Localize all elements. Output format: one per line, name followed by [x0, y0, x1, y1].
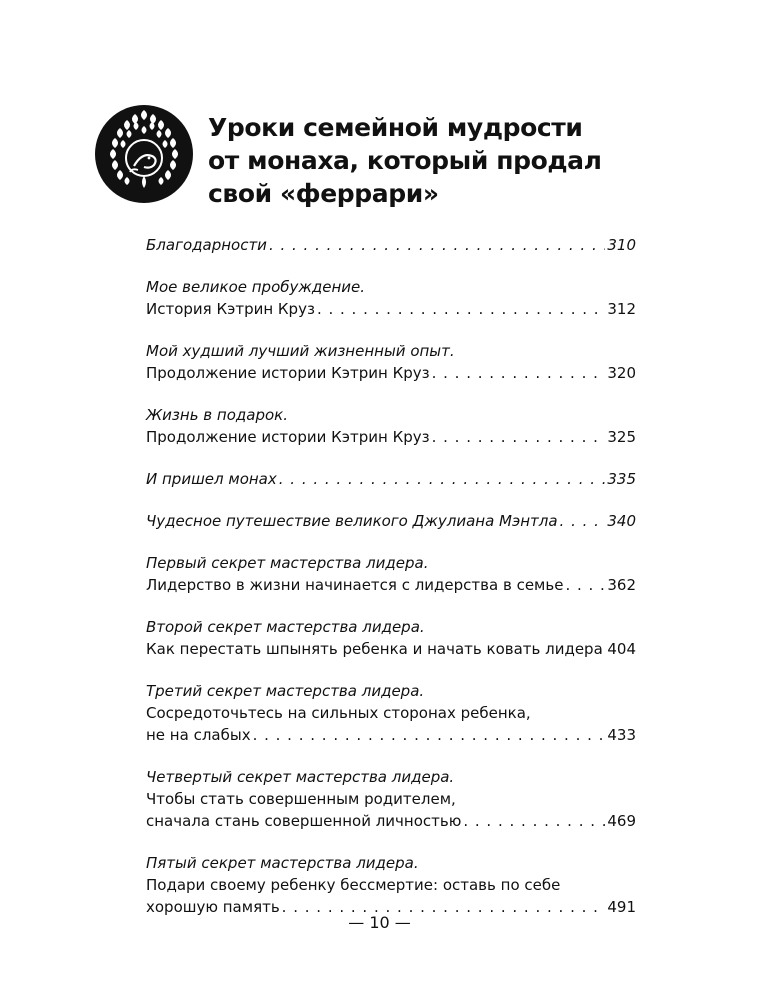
toc-line	[146, 766, 636, 788]
toc-line	[146, 702, 636, 724]
toc-line	[146, 426, 636, 448]
dot-leader	[605, 638, 606, 660]
toc-line-text: Как перестать шпынять ребенка и начать ковать лидера	[146, 640, 603, 658]
toc-line-text: Пятый секрет мастерства лидера.	[146, 854, 419, 872]
toc-line	[146, 234, 636, 256]
toc-line-text: Первый секрет мастерства лидера.	[146, 554, 429, 572]
toc-line	[146, 616, 636, 638]
toc-entry[interactable]	[146, 766, 636, 832]
page-title	[208, 111, 602, 210]
toc-line-text: Второй секрет мастерства лидера.	[146, 618, 425, 636]
toc-page-number: 404	[607, 640, 636, 658]
dot-leader	[279, 468, 606, 490]
toc-entry[interactable]	[146, 404, 636, 448]
toc-line-text: хорошую память	[146, 898, 280, 916]
toc-entry[interactable]	[146, 616, 636, 660]
toc-line-text: Лидерство в жизни начинается с лидерства в семье	[146, 576, 564, 594]
toc-line-text: Благодарности	[146, 236, 267, 254]
toc-line-text: Сосредоточьтесь на сильных сторонах ребенка,	[146, 704, 531, 722]
title-line: от монаха, который продал	[208, 146, 602, 175]
dot-leader	[565, 574, 605, 596]
toc-line	[146, 404, 636, 426]
dot-leader	[463, 810, 605, 832]
toc-line-text: Третий секрет мастерства лидера.	[146, 682, 425, 700]
toc-line	[146, 340, 636, 362]
toc-line	[146, 510, 636, 532]
toc-line-text: сначала стань совершенной личностью	[146, 812, 462, 830]
toc-line-text: Четвертый секрет мастерства лидера.	[146, 768, 455, 786]
toc-line	[146, 874, 636, 896]
crane-emblem-icon	[94, 104, 194, 204]
toc-page-number: 433	[607, 726, 636, 744]
toc-line-text: Чудесное путешествие великого Джулиана Мэнтла	[146, 512, 558, 530]
toc-line	[146, 468, 636, 490]
dot-leader	[317, 298, 605, 320]
page-number: — 10 —	[348, 913, 411, 932]
toc-entry[interactable]	[146, 276, 636, 320]
toc-entry[interactable]	[146, 852, 636, 918]
toc-entry[interactable]	[146, 510, 636, 532]
toc-line	[146, 810, 636, 832]
toc-page-number: 335	[607, 470, 636, 488]
toc-page-number: 491	[607, 898, 636, 916]
toc-line-text: Подари своему ребенку бессмертие: оставь по себе	[146, 876, 561, 894]
toc-page-number: 469	[607, 812, 636, 830]
toc-line	[146, 298, 636, 320]
toc-line	[146, 362, 636, 384]
toc-page-number: 310	[607, 236, 636, 254]
toc-line-text: И пришел монах	[146, 470, 277, 488]
title-line: свой «феррари»	[208, 179, 439, 208]
toc-entry[interactable]	[146, 552, 636, 596]
toc-page-number: 340	[607, 512, 636, 530]
toc-entry[interactable]	[146, 340, 636, 384]
table-of-contents	[146, 234, 636, 938]
dot-leader	[269, 234, 605, 256]
toc-line	[146, 276, 636, 298]
toc-entry[interactable]	[146, 468, 636, 490]
toc-page-number: 312	[607, 300, 636, 318]
toc-line-text: Продолжение истории Кэтрин Круз	[146, 428, 430, 446]
toc-line-text: не на слабых	[146, 726, 251, 744]
toc-page-number: 325	[607, 428, 636, 446]
dot-leader	[253, 724, 606, 746]
toc-line	[146, 680, 636, 702]
toc-entry[interactable]	[146, 234, 636, 256]
toc-line-text: Мой худший лучший жизненный опыт.	[146, 342, 455, 360]
dot-leader	[432, 362, 606, 384]
toc-page-number: 362	[607, 576, 636, 594]
toc-line-text: Чтобы стать совершенным родителем,	[146, 790, 456, 808]
dot-leader	[432, 426, 606, 448]
toc-line	[146, 852, 636, 874]
toc-line	[146, 724, 636, 746]
toc-entry[interactable]	[146, 680, 636, 746]
toc-line	[146, 638, 636, 660]
toc-line-text: Продолжение истории Кэтрин Круз	[146, 364, 430, 382]
toc-line	[146, 552, 636, 574]
toc-line-text: Жизнь в подарок.	[146, 406, 288, 424]
dot-leader	[560, 510, 606, 532]
title-line: Уроки семейной мудрости	[208, 113, 583, 142]
toc-line	[146, 788, 636, 810]
toc-page-number: 320	[607, 364, 636, 382]
toc-line-text: История Кэтрин Круз	[146, 300, 315, 318]
toc-line	[146, 574, 636, 596]
toc-line-text: Мое великое пробуждение.	[146, 278, 366, 296]
